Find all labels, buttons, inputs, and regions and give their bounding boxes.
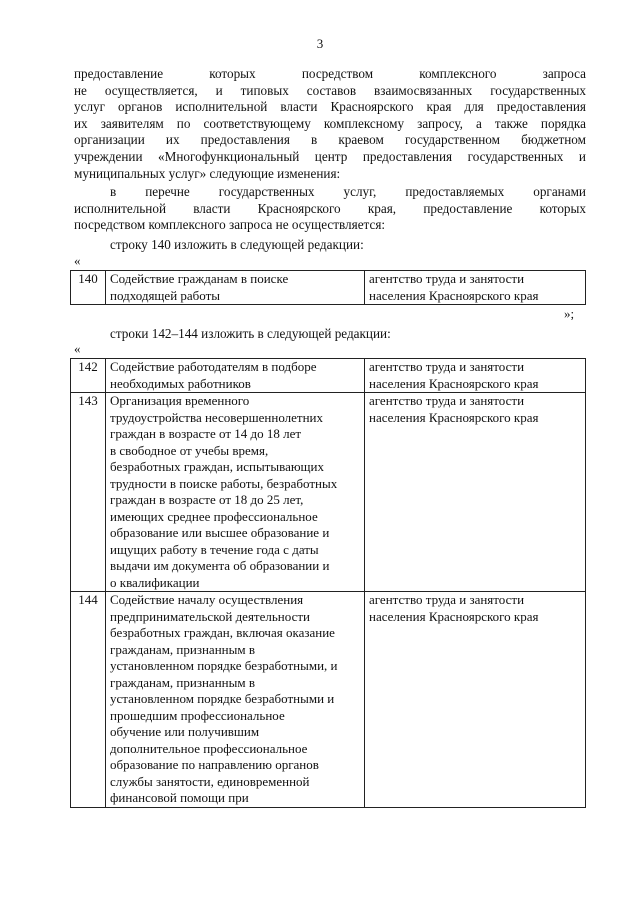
list-paragraph xyxy=(74,184,586,234)
paragraph-line: исполнительной власти Красноярского края, предоставление которых xyxy=(74,200,586,216)
instruction-row-140: строку 140 изложить в следующей редакции: xyxy=(110,237,364,252)
service-name-line: дополнительное профессиональное xyxy=(110,740,308,756)
intro-paragraph xyxy=(74,66,586,182)
service-name-line: безработных граждан, включая оказание xyxy=(110,625,335,640)
agency-name xyxy=(365,592,586,808)
service-name-line: безработных граждан, испытывающих xyxy=(110,459,325,474)
service-name xyxy=(106,393,365,592)
service-name-line: установленном порядке безработными и xyxy=(110,691,335,706)
service-name-line: о квалификации xyxy=(110,574,200,590)
paragraph-line: организации их предоставления в краевом государственном бюджетном xyxy=(74,132,586,148)
agency-name xyxy=(365,359,586,393)
service-name-line: ищущих работу в течение года с даты xyxy=(110,541,319,557)
service-name-line: подходящей работы xyxy=(110,287,221,303)
paragraph-line: посредством комплексного запроса не осуществляется: xyxy=(74,217,386,233)
service-name-line: финансовой помощи при xyxy=(110,790,249,805)
service-name-line: образование или высшее образование и xyxy=(110,525,330,540)
service-name-line: Содействие гражданам в поиске xyxy=(110,271,289,286)
service-name-line: граждан в возрасте от 18 до 25 лет, xyxy=(110,492,304,507)
table-row-140 xyxy=(70,270,586,305)
agency-name-line: агентство труда и занятости xyxy=(369,393,525,408)
service-name xyxy=(106,271,365,305)
row-number: 143 xyxy=(71,393,106,592)
service-name-line: прошедшим профессиональное xyxy=(110,707,285,723)
row-number: 144 xyxy=(71,592,106,808)
service-name-line: Организация временного xyxy=(110,393,250,408)
service-name-line: граждан в возрасте от 14 до 18 лет xyxy=(110,426,302,441)
service-name xyxy=(106,592,365,808)
agency-name-line: населения Красноярского края xyxy=(369,608,539,624)
agency-name-line: агентство труда и занятости xyxy=(369,271,525,286)
service-name-line: имеющих среднее профессиональное xyxy=(110,508,318,524)
paragraph-line: их заявителям по соответствующему комплексному запросу, а также порядка xyxy=(74,115,586,131)
service-name-line: предпринимательской деятельности xyxy=(110,608,310,624)
table-row xyxy=(71,271,586,305)
service-name xyxy=(106,359,365,393)
paragraph-line: не осуществляется, и типовых составов взаимосвязанных государственных xyxy=(74,82,586,98)
open-quote-1: « xyxy=(74,253,81,268)
agency-name-line: населения Красноярского края xyxy=(369,375,539,391)
table-row xyxy=(71,592,586,808)
instruction-rows-142-144: строки 142–144 изложить в следующей редакции: xyxy=(110,326,391,341)
paragraph-line: муниципальных услуг» следующие изменения: xyxy=(74,165,341,181)
service-name-line: необходимых работников xyxy=(110,375,251,391)
service-name-line: выдачи им документа об образовании и xyxy=(110,558,330,573)
agency-name xyxy=(365,393,586,592)
service-name-line: Содействие началу осуществления xyxy=(110,592,304,607)
agency-name-line: населения Красноярского края xyxy=(369,409,539,425)
agency-name-line: населения Красноярского края xyxy=(369,287,539,303)
service-name-line: обучение или получившим xyxy=(110,724,260,739)
paragraph-line: услуг органов исполнительной власти Красноярского края для предоставления xyxy=(74,99,586,115)
service-name-line: в свободное от учебы время, xyxy=(110,442,269,458)
agency-name-line: агентство труда и занятости xyxy=(369,592,525,607)
row-number: 140 xyxy=(71,271,106,305)
paragraph-line: в перечне государственных услуг, предоставляемых органами xyxy=(110,184,586,199)
agency-name-line: агентство труда и занятости xyxy=(369,359,525,374)
paragraph-line: учреждении «Многофункциональный центр предоставления государственных и xyxy=(74,148,586,164)
agency-name xyxy=(365,271,586,305)
table-rows-142-144 xyxy=(70,358,586,808)
paragraph-line: предоставление которых посредством комплексного запроса xyxy=(74,66,586,81)
service-name-line: гражданам, признанным в xyxy=(110,674,255,690)
service-name-line: Содействие работодателям в подборе xyxy=(110,359,317,374)
page-number: 3 xyxy=(316,36,324,51)
service-name-line: трудоустройства несовершеннолетних xyxy=(110,409,324,425)
service-name-line: установленном порядке безработными, и xyxy=(110,658,338,673)
table-row xyxy=(71,393,586,592)
service-name-line: образование по направлению органов xyxy=(110,757,319,772)
service-name-line: гражданам, признанным в xyxy=(110,641,255,657)
service-name-line: трудности в поиске работы, безработных xyxy=(110,475,338,491)
open-quote-2: « xyxy=(74,341,81,356)
service-name-line: службы занятости, единовременной xyxy=(110,773,310,789)
close-quote-1: »; xyxy=(564,306,575,321)
table-row xyxy=(71,359,586,393)
row-number: 142 xyxy=(71,359,106,393)
